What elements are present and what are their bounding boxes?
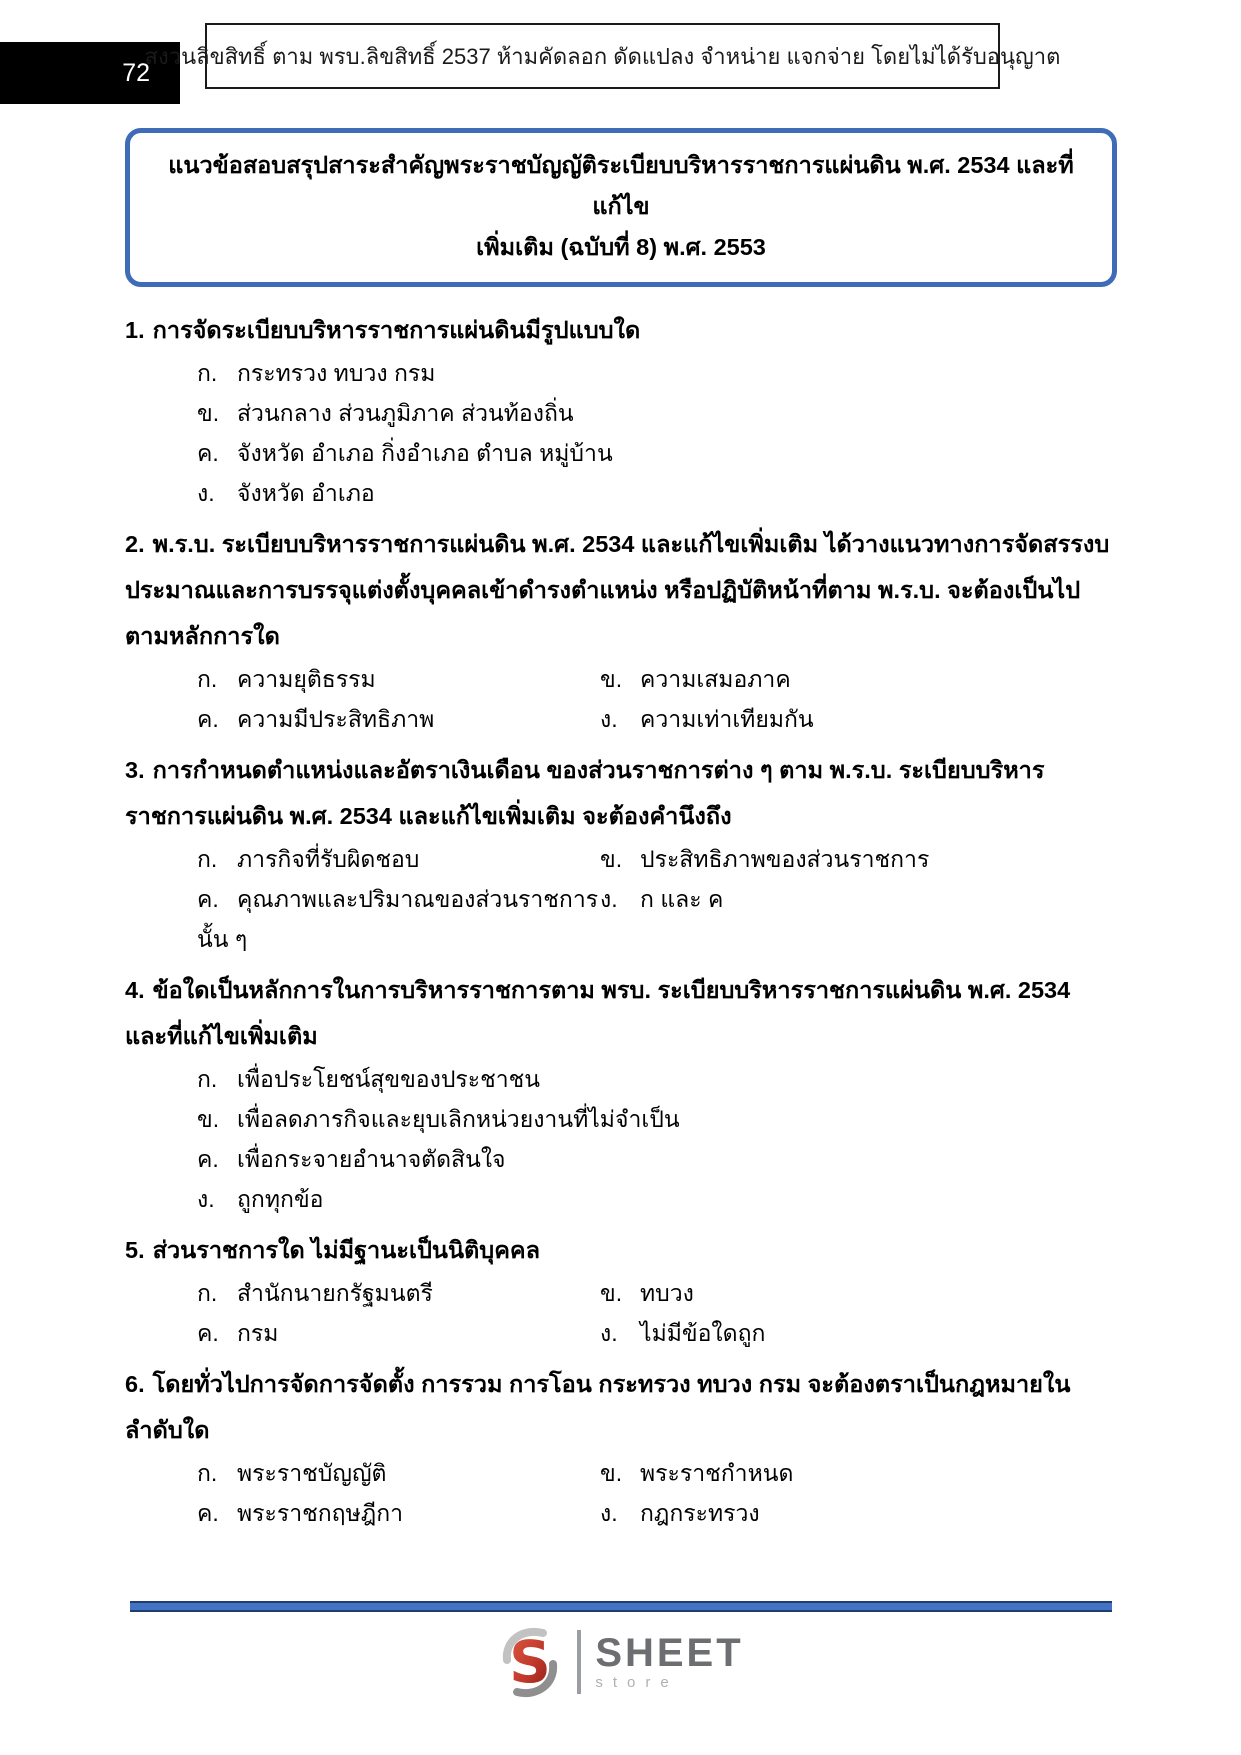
question-6-number: 6.	[125, 1371, 145, 1397]
question-2	[125, 521, 1117, 739]
option-3-a: ก. ภารกิจที่รับผิดชอบ	[197, 846, 420, 872]
option-5-a: ก. สำนักนายกรัฐมนตรี	[197, 1280, 433, 1306]
option-4-c: ค. เพื่อกระจายอำนาจตัดสินใจ	[197, 1146, 506, 1172]
question-list	[125, 307, 1117, 1533]
question-5	[125, 1227, 1117, 1353]
option-3-c: ค. คุณภาพและปริมาณของส่วนราชการนั้น ๆ	[197, 886, 599, 952]
option-5-b: ข. ทบวง	[600, 1280, 694, 1306]
sheet-store-s-icon	[497, 1622, 563, 1702]
option-1-a: ก. กระทรวง ทบวง กรม	[197, 360, 436, 386]
question-2-text: 2. พ.ร.บ. ระเบียบบริหารราชการแผ่นดิน พ.ศ. 2534 และแก้ไขเพิ่มเติม ได้วางแนวทางการจัดสรรงบประมาณและการบรรจุแต่งตั้งบุคคลเข้าดำรงตำแหน่ง หรือปฏิบัติหน้าที่ตาม พ.ร.บ. จะต้องเป็นไปตามหลักการใด	[125, 531, 1110, 649]
question-3-number: 3.	[125, 757, 145, 783]
logo-subname: store	[595, 1674, 679, 1691]
question-1	[125, 307, 1117, 513]
option-1-d: ง. จังหวัด อำเภอ	[197, 480, 375, 506]
option-5-d: ง. ไม่มีข้อใดถูก	[600, 1320, 766, 1346]
option-4-d: ง. ถูกทุกข้อ	[197, 1186, 324, 1212]
logo-name: SHEET	[595, 1631, 744, 1675]
option-2-b: ข. ความเสมอภาค	[600, 666, 791, 692]
copyright-notice-box	[144, 23, 1061, 89]
question-1-number: 1.	[125, 317, 145, 343]
exam-title-box	[125, 128, 1117, 287]
option-1-c: ค. จังหวัด อำเภอ กิ่งอำเภอ ตำบล หมู่บ้าน	[197, 440, 613, 466]
main-content	[125, 128, 1117, 1533]
option-2-c: ค. ความมีประสิทธิภาพ	[197, 706, 435, 732]
question-2-number: 2.	[125, 531, 145, 557]
question-5-options	[125, 1273, 1117, 1353]
option-6-c: ค. พระราชกฤษฎีกา	[197, 1500, 404, 1526]
option-4-a: ก. เพื่อประโยชน์สุขของประชาชน	[197, 1066, 540, 1092]
exam-title-line-1: แนวข้อสอบสรุปสาระสำคัญพระราชบัญญัติระเบียบบริหารราชการแผ่นดิน พ.ศ. 2534 และที่แก้ไข	[168, 152, 1074, 219]
question-5-number: 5.	[125, 1237, 145, 1263]
question-2-options	[125, 659, 1117, 739]
question-6	[125, 1361, 1117, 1533]
question-1-options	[125, 353, 1117, 513]
question-3-options	[125, 839, 1117, 959]
option-6-a: ก. พระราชบัญญัติ	[197, 1460, 387, 1486]
question-6-text: 6. โดยทั่วไปการจัดการจัดตั้ง การรวม การโอน กระทรวง ทบวง กรม จะต้องตราเป็นกฎหมายในลำดับใด	[125, 1371, 1071, 1443]
option-3-d: ง. ก และ ค	[600, 886, 724, 912]
question-1-text: 1. การจัดระเบียบบริหารราชการแผ่นดินมีรูปแบบใด	[125, 317, 641, 343]
question-6-options	[125, 1453, 1117, 1533]
option-6-d: ง. กฎกระทรวง	[600, 1500, 760, 1526]
logo-text	[595, 1632, 743, 1692]
svg-text:S: S	[509, 1628, 552, 1696]
option-1-b: ข. ส่วนกลาง ส่วนภูมิภาค ส่วนท้องถิ่น	[197, 400, 574, 426]
option-3-b: ข. ประสิทธิภาพของส่วนราชการ	[600, 846, 930, 872]
option-6-b: ข. พระราชกำหนด	[600, 1460, 794, 1486]
question-4	[125, 967, 1117, 1219]
question-4-number: 4.	[125, 977, 145, 1003]
page-number: 72	[122, 58, 150, 87]
question-3	[125, 747, 1117, 959]
question-4-text: 4. ข้อใดเป็นหลักการในการบริหารราชการตาม พรบ. ระเบียบบริหารราชการแผ่นดิน พ.ศ. 2534 และที่แก้ไขเพิ่มเติม	[125, 977, 1071, 1049]
sheet-store-logo	[0, 1622, 1241, 1702]
option-4-b: ข. เพื่อลดภารกิจและยุบเลิกหน่วยงานที่ไม่จำเป็น	[197, 1106, 680, 1132]
option-2-d: ง. ความเท่าเทียมกัน	[600, 706, 814, 732]
option-5-c: ค. กรม	[197, 1320, 279, 1346]
question-3-text: 3. การกำหนดตำแหน่งและอัตราเงินเดือน ของส่วนราชการต่าง ๆ ตาม พ.ร.บ. ระเบียบบริหารราชการแผ่นดิน พ.ศ. 2534 และแก้ไขเพิ่มเติม จะต้องคำนึงถึง	[125, 757, 1045, 829]
exam-title-line-2: เพิ่มเติม (ฉบับที่ 8) พ.ศ. 2553	[476, 234, 766, 260]
question-5-text: 5. ส่วนราชการใด ไม่มีฐานะเป็นนิติบุคคล	[125, 1237, 541, 1263]
logo-divider	[577, 1630, 581, 1694]
option-2-a: ก. ความยุติธรรม	[197, 666, 376, 692]
footer-divider-rule	[130, 1601, 1112, 1612]
question-4-options	[125, 1059, 1117, 1219]
copyright-notice: สงวนลิขสิทธิ์ ตาม พรบ.ลิขสิทธิ์ 2537 ห้ามคัดลอก ดัดแปลง จำหน่าย แจกจ่าย โดยไม่ได้รับอนุญาต	[144, 43, 1061, 69]
